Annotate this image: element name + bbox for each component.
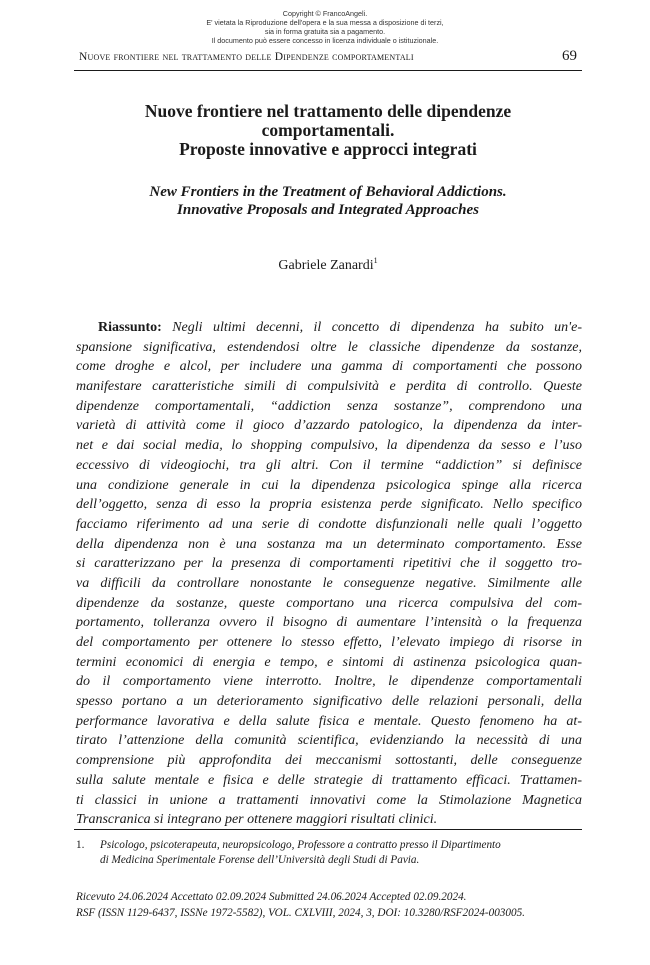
- english-title-line: Innovative Proposals and Integrated Approaches: [177, 202, 479, 218]
- abstract-line: portamento, tolleranza ovvero il bisogno di aumentare l’intensità o la frequenza: [76, 615, 582, 631]
- copyright-line: Copyright © FrancoAngeli.: [282, 9, 368, 18]
- abstract-line: del comportamento per ottenere lo stesso effetto, l’elevato impiego di risorse in: [76, 635, 582, 650]
- copyright-line: sia in forma gratuita sia a pagamento.: [264, 27, 386, 36]
- title-line: comportamentali.: [261, 120, 395, 140]
- abstract-line: net e dai social media, lo shopping compulsivo, la dipendenza da sesso e l’uso: [76, 438, 582, 454]
- abstract-line: spesso portano a un deterioramento significativo delle relazioni personali, della: [76, 694, 582, 710]
- abstract-line: dipendenze da sostanze, queste comportano una ricerca compulsiva del com-: [76, 595, 582, 611]
- abstract-line: sulla salute mentale e fisica e delle strategie di trattamento efficaci. Trattamen-: [76, 772, 582, 788]
- abstract-line: Transcranica si integrano per ottenere maggiori risultati clinici.: [76, 812, 438, 828]
- abstract-line: manifestare caratteristiche simili di compulsività e perdita di controllo. Queste: [76, 379, 582, 395]
- footnote-line: di Medicina Sperimentale Forense dell’Università degli Studi di Pavia.: [100, 854, 420, 866]
- running-title: Nuove frontiere nel trattamento delle Dipendenze comportamentali: [79, 51, 414, 63]
- copyright-line: E' vietata la Riproduzione dell'opera e la sua messa a disposizione di terzi,: [206, 18, 444, 27]
- abstract-line: come droghe e alcol, per includere una gamma di comportamenti che possono: [76, 359, 582, 375]
- footnote-number: 1.: [76, 839, 85, 851]
- author-footnote-ref[interactable]: 1: [373, 256, 378, 265]
- author-line: [70, 258, 586, 274]
- abstract-line: do il comportamento viene interrotto. Inoltre, le dipendenze comportamentali: [76, 674, 582, 690]
- abstract-line: una condizione generale in cui la dipendenza psicologica spinge alla ricerca: [76, 477, 582, 493]
- abstract-line: va difficili da controllare nonostante le conseguenze negative. Similmente alle: [76, 575, 582, 591]
- abstract-line: facciamo riferimento ad una serie di condotte disfunzionali nelle quali l’oggetto: [76, 516, 582, 532]
- header-rule: [74, 70, 582, 71]
- copyright-line: Il documento può essere concesso in licenza individuale o istituzionale.: [211, 36, 439, 45]
- author-name: Gabriele Zanardi: [278, 258, 374, 273]
- abstract-line: dell’oggetto, senza di esso la propria esistenza perde significato. Nello specifico: [76, 497, 582, 513]
- received-accepted-dates: Ricevuto 24.06.2024 Accettato 02.09.2024 Submitted 24.06.2024 Accepted 02.09.2024.: [76, 891, 467, 903]
- abstract-line: performance lavorativa e della salute fisica e mentale. Questo fenomeno ha at-: [76, 713, 582, 729]
- english-title-line: New Frontiers in the Treatment of Behavioral Addictions.: [149, 184, 507, 200]
- abstract-line: spansione significativa, estendendosi oltre le classiche dipendenze da sostanze,: [76, 339, 582, 355]
- english-title: [70, 183, 586, 219]
- abstract-line: [76, 318, 582, 338]
- footnote: [76, 838, 582, 868]
- title-line: Proposte innovative e approcci integrati: [179, 139, 477, 159]
- publication-info: [76, 889, 582, 921]
- copyright-notice: [0, 9, 650, 45]
- abstract-line: eccessivo di videogiochi, tra gli altri. Con il termine “addiction” si definisce: [76, 457, 582, 473]
- abstract-line: comprensione più approfondita dei meccanismi sottostanti, delle conseguenze: [76, 753, 582, 769]
- abstract-label: Riassunto:: [98, 320, 162, 335]
- article-title: [70, 102, 586, 159]
- abstract-line: della dipendenza non è una sostanza ma un determinato comportamento. Esse: [76, 536, 582, 552]
- abstract-line: varietà di attività come il gioco d’azzardo patologico, la dipendenza da inter-: [76, 418, 582, 434]
- page-number: 69: [562, 48, 577, 64]
- abstract: [76, 318, 582, 830]
- footnote-line: Psicologo, psicoterapeuta, neuropsicologo, Professore a contratto presso il Dipartimento: [100, 839, 501, 851]
- citation-line: RSF (ISSN 1129-6437, ISSNe 1972-5582), VOL. CXLVIII, 2024, 3, DOI: 10.3280/RSF2024-003005.: [76, 907, 525, 919]
- abstract-line: si caratterizzano per la presenza di comportamenti ripetitivi che il soggetto tro-: [76, 556, 582, 572]
- abstract-line: ti classici in unione a trattamenti innovativi come la Stimolazione Magnetica: [76, 792, 582, 808]
- abstract-line: tirato l’attenzione della comunità scientifica, evidenziando la necessità di una: [76, 733, 582, 749]
- title-line: Nuove frontiere nel trattamento delle dipendenze: [144, 101, 512, 121]
- footnote-rule: [74, 829, 582, 830]
- abstract-line: termini economici di energia e tempo, e sintomi di astinenza psicologica quan-: [76, 654, 582, 670]
- abstract-text: Negli ultimi decenni, il concetto di dipendenza ha subito un'e-: [172, 320, 582, 335]
- abstract-line: dipendenze comportamentali, “addiction senza sostanze”, comprendono una: [76, 398, 582, 414]
